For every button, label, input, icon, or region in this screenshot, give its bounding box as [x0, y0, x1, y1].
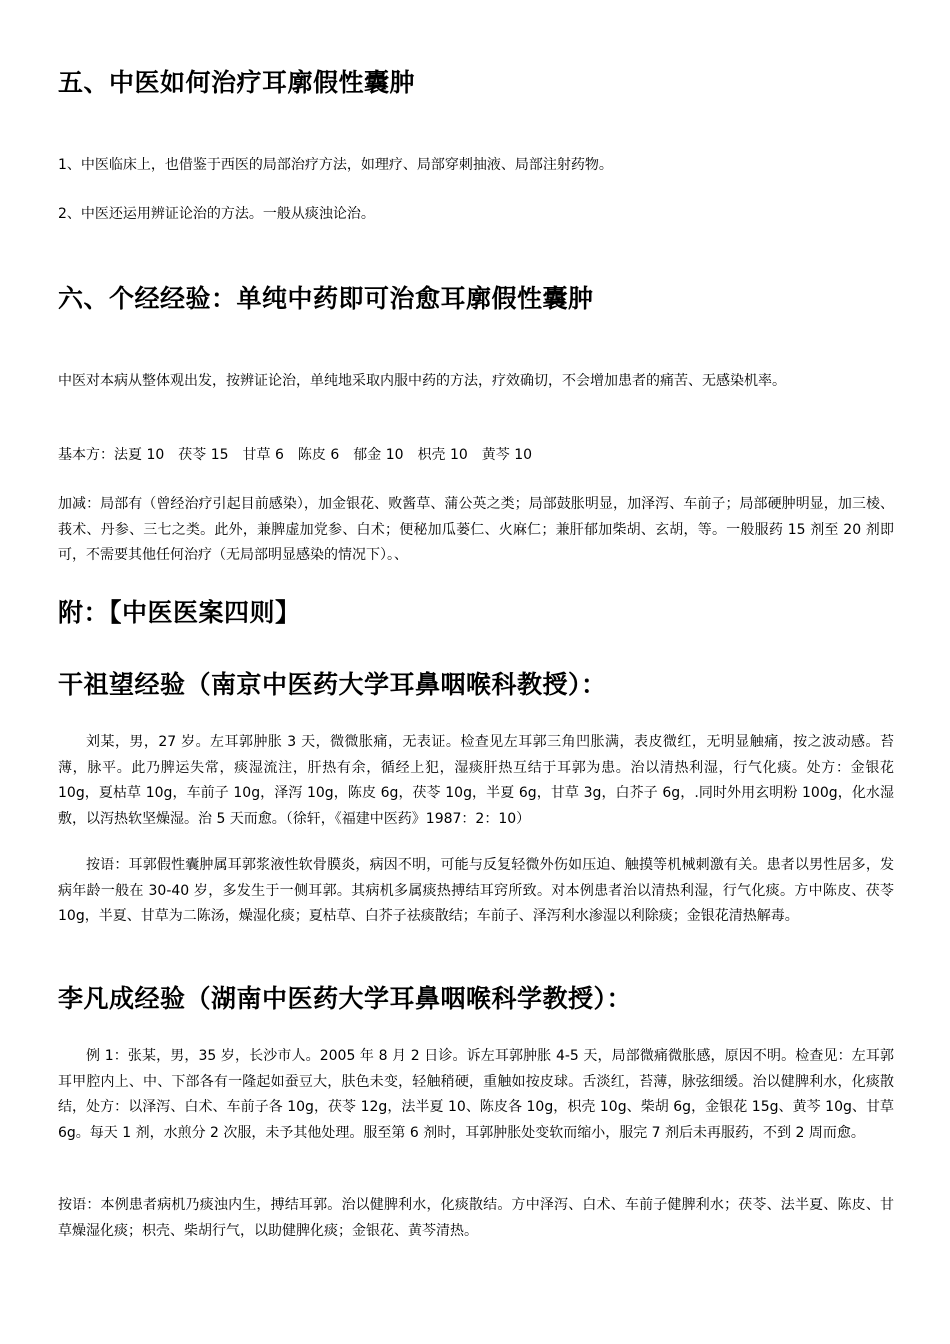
- case-li-record: 例 1：张某，男，35 岁，长沙市人。2005 年 8 月 2 日诊。诉左耳郭肿胀 4-5 天，局部微痛微胀感，原因不明。检查见：左耳郭耳甲腔内上、中、下部各有一隆起如蚕豆大，肤色未变，轻触稍硬，重触如按皮球。舌淡红，苔薄，脉弦细缓。治以健脾利水，化痰散结，处方：以泽泻、白术、车前子各 10g，茯苓 12g，法半夏 10、陈皮各 10g，枳壳 10g、柴胡 6g，金银花 15g、黄芩 10g、甘草 6g。每天 1 剂，水煎分 2 次服，未予其他处理。服至第 6 剂时，耳郭肿胀处变软而缩小，服完 7 剂后未再服药，不到 2 周而愈。: [58, 1048, 894, 1141]
- formula-modifications: 加减：局部有（曾经治疗引起目前感染），加金银花、败酱草、蒲公英之类；局部鼓胀明显，加泽泻、车前子；局部硬肿明显，加三棱、莪术、丹参、三七之类。此外，兼脾虚加党参、白术；便秘加瓜蒌仁、火麻仁；兼肝郁加柴胡、玄胡，等。一般服药 15 剂至 20 剂即可，不需要其他任何治疗（无局部明显感染的情况下）。、: [58, 496, 894, 563]
- basic-formula: 基本方：法夏 10 茯苓 15 甘草 6 陈皮 6 郁金 10 枳壳 10 黄芩 10: [58, 447, 533, 463]
- section6-heading: 六、个经经验：单纯中药即可治愈耳廓假性囊肿: [58, 284, 594, 313]
- section5-item1: 1、中医临床上，也借鉴于西医的局部治疗方法，如理疗、局部穿刺抽液、局部注射药物。: [58, 157, 613, 173]
- appendix-heading: 附：【中医医案四则】: [58, 598, 301, 627]
- case-gan-record: 刘某，男，27 岁。左耳郭肿胀 3 天，微微胀痛，无表证。检查见左耳郭三角凹胀满，表皮微红，无明显触痛，按之波动感。苔薄，脉平。此乃脾运失常，痰湿流注，肝热有余，循经上犯，湿痰肝热互结于耳郭为患。治以清热利湿，行气化痰。处方：金银花 10g，夏枯草 10g，车前子 10g，泽泻 10g，陈皮 6g，茯苓 10g，半夏 6g，甘草 3g，白芥子 6g，.同时外用玄明粉 100g，化水湿敷，以泻热软坚燥湿。治 5 天而愈。（徐轩，《福建中医药》1987：2：10）: [58, 734, 894, 827]
- case-gan-heading: 干祖望经验（南京中医药大学耳鼻咽喉科教授）：: [58, 670, 607, 699]
- section5-heading: 五、中医如何治疗耳廓假性囊肿: [58, 68, 416, 97]
- section5-item2: 2、中医还运用辨证论治的方法。一般从痰浊论治。: [58, 206, 375, 222]
- case-gan-note: 按语：耳郭假性囊肿属耳郭浆液性软骨膜炎，病因不明，可能与反复轻微外伤如压迫、触摸等机械刺激有关。患者以男性居多，发病年龄一般在 30-40 岁，多发生于一侧耳郭。其病机多属痰热搏结耳窍所致。对本例患者治以清热利湿，行气化痰。方中陈皮、茯苓 10g，半夏、甘草为二陈汤，燥湿化痰；夏枯草、白芥子祛痰散结；车前子、泽泻利水渗湿以利除痰；金银花清热解毒。: [58, 857, 894, 924]
- case-li-heading: 李凡成经验（湖南中医药大学耳鼻咽喉科学教授）：: [58, 984, 633, 1013]
- case-li-note: 按语：本例患者病机乃痰浊内生，搏结耳郭。治以健脾利水，化痰散结。方中泽泻、白术、车前子健脾利水；茯苓、法半夏、陈皮、甘草燥湿化痰；枳壳、柴胡行气，以助健脾化痰；金银花、黄芩清热。: [58, 1197, 894, 1239]
- section6-intro: 中医对本病从整体观出发，按辨证论治，单纯地采取内服中药的方法，疗效确切，不会增加患者的痛苦、无感染机率。: [58, 373, 786, 389]
